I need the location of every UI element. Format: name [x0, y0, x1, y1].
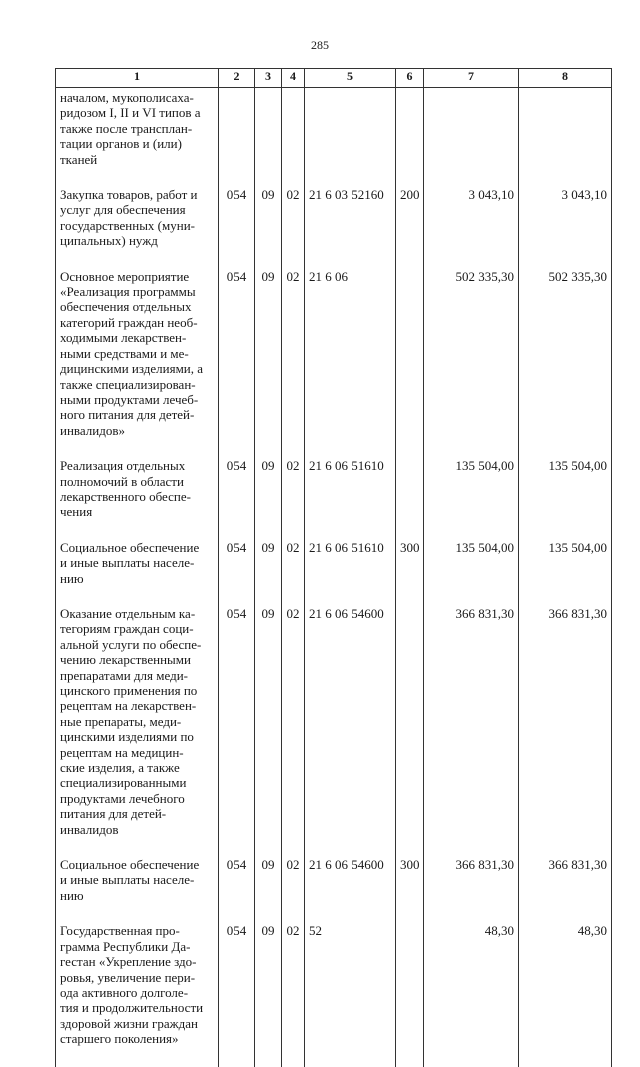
amount-col-8: 366 831,30 — [519, 606, 612, 857]
row-name: Социальное обеспечение и иные выплаты населе- нию — [56, 540, 219, 606]
ministry-code: 054 — [219, 857, 255, 923]
table-row — [56, 187, 612, 269]
target-article-code: 21 6 06 51610 — [305, 540, 396, 606]
amount-col-8: 502 335,30 — [519, 269, 612, 458]
target-article-code — [305, 88, 396, 188]
subsection-code: 02 — [282, 458, 305, 540]
budget-table — [55, 68, 612, 1067]
ministry-code: 054 — [219, 606, 255, 857]
amount-col-7: 3 043,10 — [424, 187, 519, 269]
table-row — [56, 540, 612, 606]
subsection-code: 02 — [282, 857, 305, 923]
section-code — [255, 88, 282, 188]
page-number: 285 — [311, 38, 329, 52]
row-name: Социальное обеспечение и иные выплаты населе- нию — [56, 857, 219, 923]
header-col-2: 2 — [219, 69, 255, 88]
subsection-code: 02 — [282, 187, 305, 269]
subsection-code: 02 — [282, 269, 305, 458]
ministry-code — [219, 88, 255, 188]
subsection-code: 02 — [282, 540, 305, 606]
table-row — [56, 458, 612, 540]
header-col-4: 4 — [282, 69, 305, 88]
target-article-code: 21 6 06 51610 — [305, 458, 396, 540]
subsection-code: 02 — [282, 923, 305, 1066]
row-name: Реализация отдельных полномочий в области лекарственного обеспе- чения — [56, 458, 219, 540]
expense-type-code: 300 — [396, 540, 424, 606]
table-row — [56, 88, 612, 188]
amount-col-8: 135 504,00 — [519, 540, 612, 606]
expense-type-code — [396, 269, 424, 458]
expense-type-code — [396, 88, 424, 188]
amount-col-7: 366 831,30 — [424, 606, 519, 857]
subsection-code: 02 — [282, 606, 305, 857]
header-col-8: 8 — [519, 69, 612, 88]
table-row — [56, 269, 612, 458]
section-code: 09 — [255, 540, 282, 606]
expense-type-code: 300 — [396, 857, 424, 923]
header-col-1: 1 — [56, 69, 219, 88]
row-name: Закупка товаров, работ и услуг для обеспечения государственных (муни- ципальных) нужд — [56, 187, 219, 269]
ministry-code: 054 — [219, 540, 255, 606]
target-article-code: 21 6 06 — [305, 269, 396, 458]
target-article-code: 52 — [305, 923, 396, 1066]
expense-type-code — [396, 923, 424, 1066]
target-article-code: 21 6 06 54600 — [305, 606, 396, 857]
amount-col-8: 3 043,10 — [519, 187, 612, 269]
table-header-row — [56, 69, 612, 88]
expense-type-code: 200 — [396, 187, 424, 269]
header-col-5: 5 — [305, 69, 396, 88]
amount-col-7: 135 504,00 — [424, 458, 519, 540]
amount-col-8: 135 504,00 — [519, 458, 612, 540]
header-col-6: 6 — [396, 69, 424, 88]
ministry-code: 054 — [219, 923, 255, 1066]
section-code: 09 — [255, 458, 282, 540]
amount-col-7: 502 335,30 — [424, 269, 519, 458]
ministry-code: 054 — [219, 187, 255, 269]
row-name: Оказание отдельным ка- тегориям граждан соци- альной услуги по обеспе- чению лекарственными препаратами для меди- цинского применения по рецептам на лекарствен- ные препараты, меди- цинскими изделиями по рецептам на медицин- ские изделия, а также специализированными продуктами лечебного питания для детей- инвалидов — [56, 606, 219, 857]
expense-type-code — [396, 458, 424, 540]
section-code: 09 — [255, 269, 282, 458]
table-row — [56, 606, 612, 857]
amount-col-7: 366 831,30 — [424, 857, 519, 923]
expense-type-code — [396, 606, 424, 857]
row-name: Основное мероприятие «Реализация программы обеспечения отдельных категорий граждан необ- ходимыми лекарствен- ными средствами и ме- дицинскими изделиями, а также специализирован- ными продуктами лечеб- ного питания для детей- инвалидов» — [56, 269, 219, 458]
row-name: Государственная про- грамма Республики Да- гестан «Укрепление здо- ровья, увеличение пери- ода активного долголе- тия и продолжительности здоровой жизни граждан старшего поколения» — [56, 923, 219, 1066]
amount-col-7: 135 504,00 — [424, 540, 519, 606]
section-code: 09 — [255, 187, 282, 269]
amount-col-8: 48,30 — [519, 923, 612, 1066]
amount-col-7: 48,30 — [424, 923, 519, 1066]
header-col-7: 7 — [424, 69, 519, 88]
table-row — [56, 923, 612, 1066]
ministry-code: 054 — [219, 269, 255, 458]
row-name: началом, мукополисаха- ридозом I, II и VI типов а также после трансплан- тации органов и (или) тканей — [56, 88, 219, 188]
ministry-code: 054 — [219, 458, 255, 540]
section-code: 09 — [255, 857, 282, 923]
header-col-3: 3 — [255, 69, 282, 88]
target-article-code: 21 6 06 54600 — [305, 857, 396, 923]
subsection-code — [282, 88, 305, 188]
section-code: 09 — [255, 606, 282, 857]
target-article-code: 21 6 03 52160 — [305, 187, 396, 269]
amount-col-8 — [519, 88, 612, 188]
table-row — [56, 857, 612, 923]
amount-col-8: 366 831,30 — [519, 857, 612, 923]
section-code: 09 — [255, 923, 282, 1066]
amount-col-7 — [424, 88, 519, 188]
